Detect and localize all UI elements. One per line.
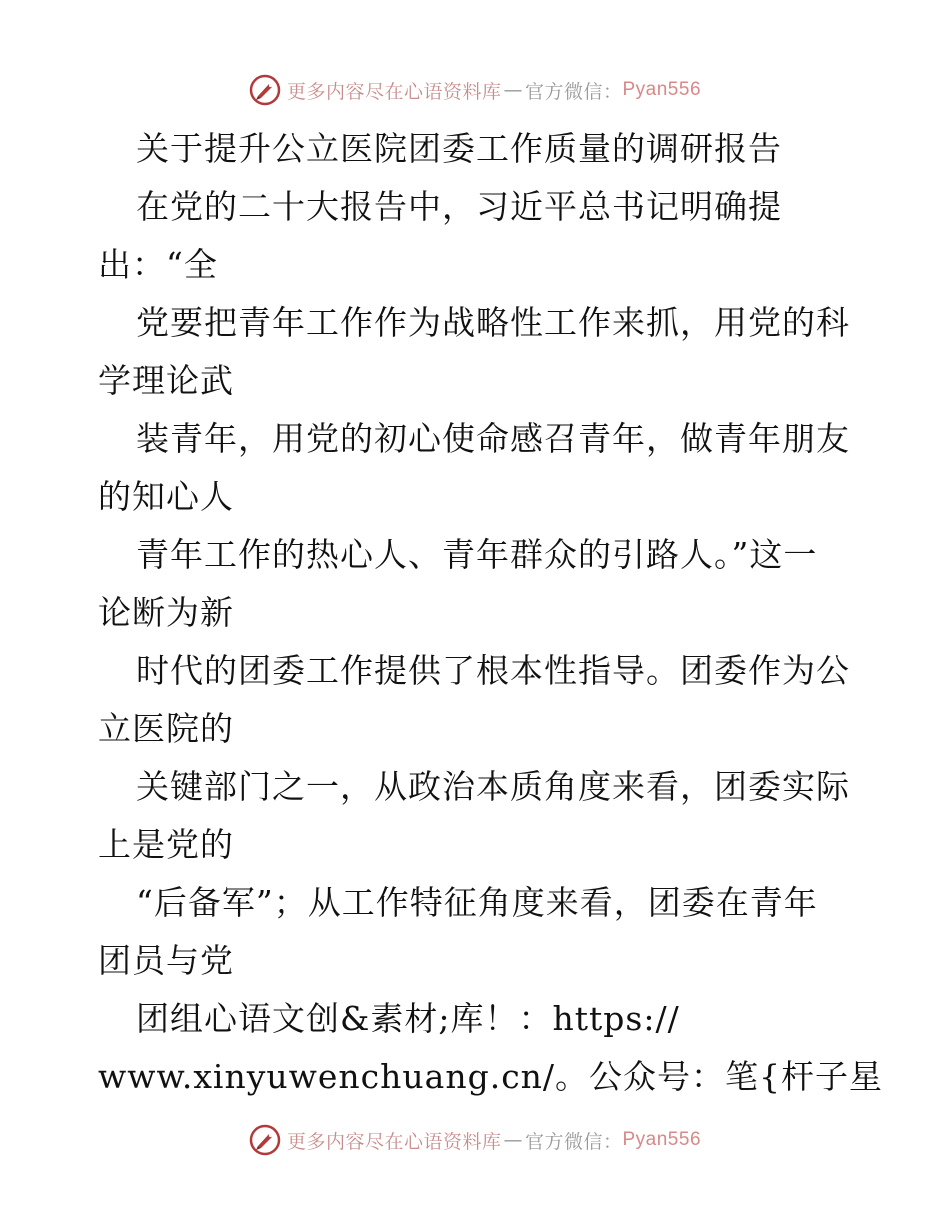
paragraph-line: 团组心语文创&素材;库！：https://: [136, 999, 680, 1038]
banner-wechat-id: Pyan556: [622, 1129, 702, 1150]
banner-wechat-label: 官方微信：: [524, 1130, 623, 1153]
pen-nib-logo-icon: [249, 1124, 281, 1156]
banner-wechat-label: 官方微信：: [524, 80, 623, 103]
paragraph-line: 装青年，用党的初心使命感召青年，做青年朋友: [136, 419, 850, 458]
banner-text: 更多内容尽在心语资料库: [286, 80, 502, 103]
document-title: 关于提升公立医院团委工作质量的调研报告: [136, 129, 782, 168]
paragraph-line: 在党的二十大报告中，习近平总书记明确提: [136, 187, 782, 226]
paragraph-line: 团员与党: [98, 941, 234, 980]
paragraph-line: 出：“全: [98, 245, 218, 284]
banner-text: 更多内容尽在心语资料库: [286, 1130, 502, 1153]
banner-dash: —: [503, 1129, 523, 1151]
banner-dash: —: [503, 79, 523, 101]
pen-nib-logo-icon: [249, 74, 281, 106]
paragraph-line: 论断为新: [98, 593, 234, 632]
paragraph-line-url: www.xinyuwenchuang.cn/。公众号：笔{杆子星: [98, 1057, 884, 1096]
paragraph-line: 时代的团委工作提供了根本性指导。团委作为公: [136, 651, 850, 690]
paragraph-line: 青年工作的热心人、青年群众的引路人。”这一: [136, 535, 818, 574]
banner-wechat-id: Pyan556: [622, 79, 702, 100]
paragraph-line: 关键部门之一，从政治本质角度来看，团委实际: [136, 767, 850, 806]
paragraph-line: 上是党的: [98, 825, 234, 864]
paragraph-line: 党要把青年工作作为战略性工作来抓，用党的科: [136, 303, 850, 342]
paragraph-line: “后备军”；从工作特征角度来看，团委在青年: [136, 883, 818, 922]
footer-banner: [0, 1120, 950, 1160]
paragraph-line: 的知心人: [98, 477, 234, 516]
paragraph-line: 学理论武: [98, 361, 234, 400]
paragraph-line: 立医院的: [98, 709, 234, 748]
header-banner: [0, 70, 950, 110]
document-body: [98, 120, 884, 1106]
